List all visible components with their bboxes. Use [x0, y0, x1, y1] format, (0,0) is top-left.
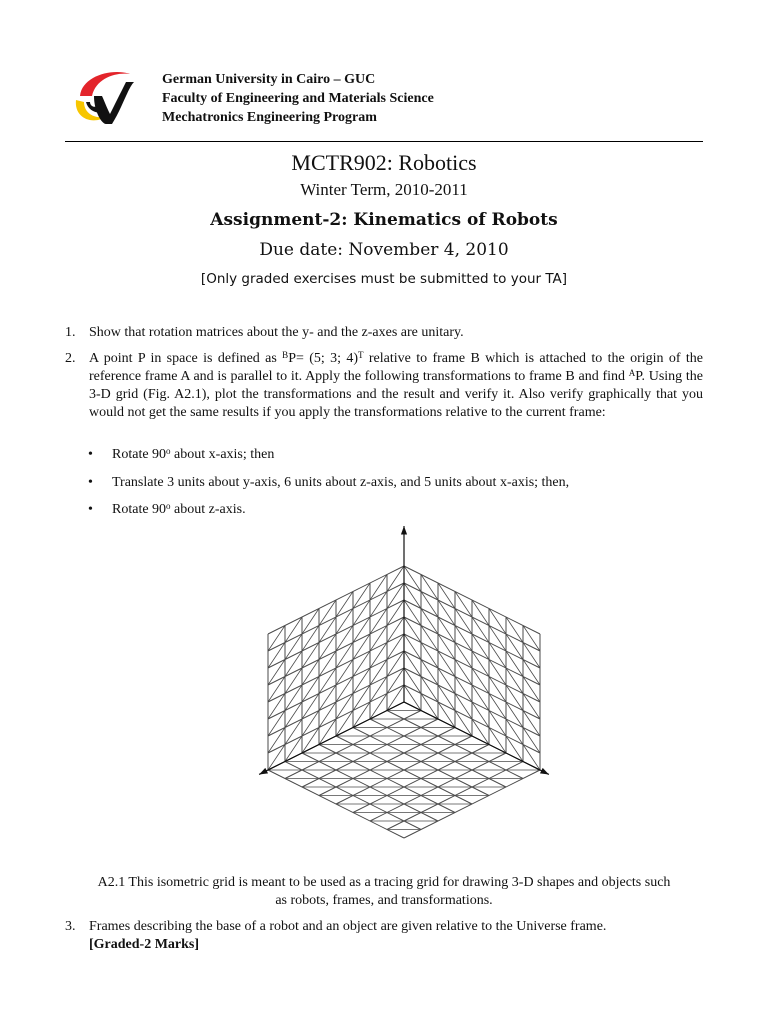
y-axis-arrowhead [540, 768, 549, 775]
bullet-rotate-x [88, 446, 274, 464]
term-label: Winter Term, 2010-2011 [300, 180, 468, 199]
z-axis-arrowhead [401, 526, 407, 534]
question-text: Show that rotation matrices about the y- and the z-axes are unitary. [89, 325, 464, 340]
program-name: Mechatronics Engineering Program [162, 110, 377, 125]
bullet-text: Translate 3 units about y-axis, 6 units about z-axis, and 5 units about x-axis; then, [112, 475, 570, 490]
bullet-text [112, 501, 246, 519]
question-1 [65, 324, 703, 342]
transpose-superscript: T [358, 350, 364, 360]
question-number: 1. [65, 325, 76, 340]
institution-header [162, 70, 434, 127]
bullet-translate [88, 474, 569, 492]
bullet-icon: • [88, 502, 93, 517]
q2-intro: A point P in space is defined as [89, 351, 283, 366]
submission-note: [Only graded exercises must be submitted to your TA] [200, 271, 568, 287]
grid-diagonal [404, 583, 523, 762]
degree-superscript: o [166, 501, 171, 511]
grid-diagonal [268, 566, 404, 770]
grid-diagonal [268, 575, 387, 754]
point-expression: P= (5; 3; 4) [288, 351, 359, 366]
university-name: German University in Cairo – GUC [162, 72, 376, 87]
grid-diagonal [421, 575, 540, 754]
course-title: MCTR902: Robotics [291, 150, 477, 175]
grid-diagonal [285, 583, 404, 762]
bullet-rotate-z [88, 501, 246, 519]
frame-b-superscript: B [282, 350, 289, 360]
question-text: Frames describing the base of a robot and an object are given relative to the Universe frame. [89, 919, 607, 934]
bullet-text-part: about x-axis; then [170, 447, 275, 462]
frame-a-superscript: A [628, 368, 636, 378]
bullet-text-part: about z-axis. [170, 502, 246, 517]
guc-logo [72, 66, 138, 128]
due-date: Due date: November 4, 2010 [259, 240, 509, 260]
caption-line-2: as robots, frames, and transformations. [275, 893, 493, 908]
faculty-name: Faculty of Engineering and Materials Science [162, 91, 434, 106]
assignment-title: Assignment-2: Kinematics of Robots [210, 210, 558, 230]
header-divider [65, 141, 703, 142]
bullet-text-part: Rotate 90 [112, 502, 167, 517]
question-2 [65, 350, 703, 422]
grid-diagonal [404, 566, 540, 770]
question-3 [65, 918, 703, 954]
question-marks: [Graded-2 Marks] [89, 937, 200, 952]
q2-text-part1: relative to frame B which is attached to the origin of the reference frame A and is parallel to it. Apply the following transformations to frame B and find [89, 351, 703, 384]
bullet-text-part: Rotate 90 [112, 447, 167, 462]
bullet-icon: • [88, 475, 93, 490]
bullet-icon: • [88, 447, 93, 462]
q2-text-part2: P. Using the 3-D grid (Fig. A2.1), plot the transformations and the result and verify it. Also verify graphically that you would not get the same results if you apply the transformations relative to the current frame: [89, 369, 703, 420]
x-axis-arrowhead [259, 768, 268, 775]
question-text [89, 350, 703, 422]
question-number: 3. [65, 919, 76, 934]
question-number: 2. [65, 351, 76, 366]
degree-superscript: o [166, 446, 171, 456]
caption-line-1: A2.1 This isometric grid is meant to be used as a tracing grid for drawing 3-D shapes and objects such [97, 875, 671, 890]
isometric-grid [238, 522, 582, 874]
guc-logo-graphic [72, 66, 138, 128]
figure-caption [65, 874, 703, 910]
bullet-text [112, 446, 274, 464]
